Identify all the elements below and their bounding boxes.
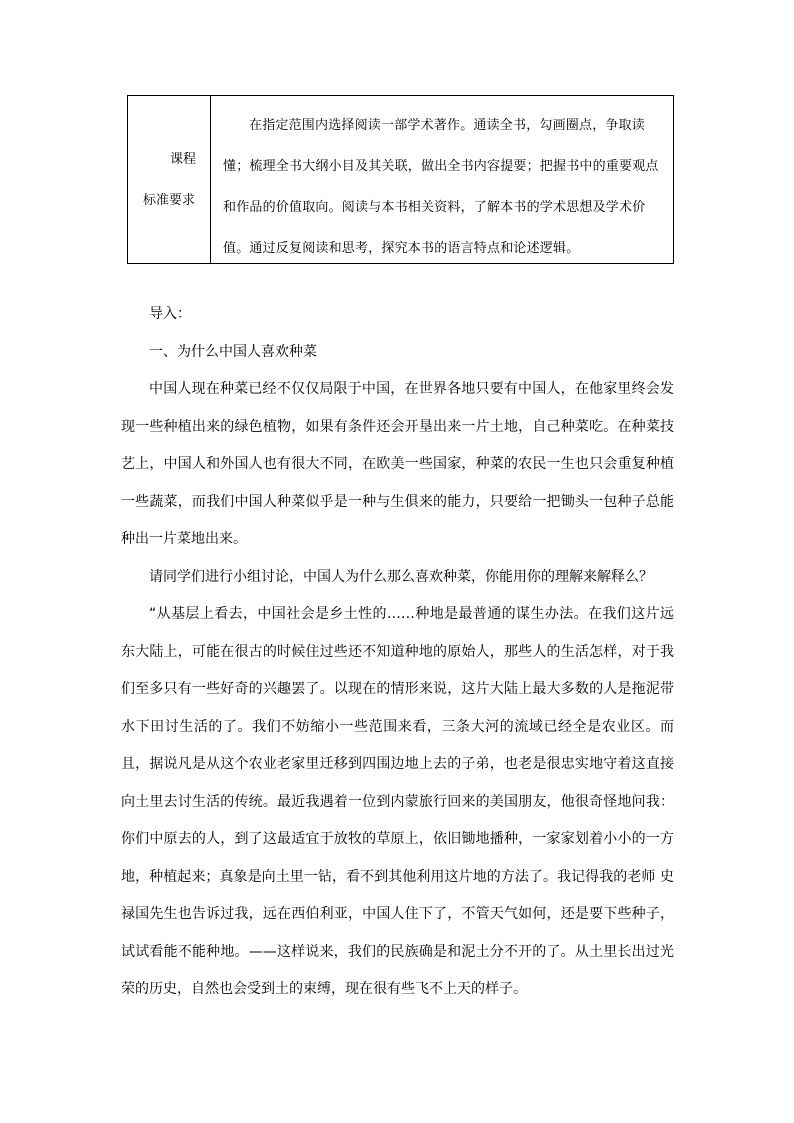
section-title: 一、为什么中国人喜欢种菜 <box>149 343 317 360</box>
intro-label: 导入： <box>149 306 191 322</box>
requirements-label-line2: 标准要求 <box>142 192 195 208</box>
curriculum-requirements-table <box>127 95 674 264</box>
lesson-body <box>121 296 674 1009</box>
paragraph-3: “从基层上看去，中国社会是乡土性的……种地是最普通的谋生办法。在我们这片远东大陆上，可能在很古的时候住过些还不知道种地的原始人，那些人的生活怎样，对于我们至多只有一些好奇的兴趣罢了。以现在的情形来说，这片大陆上最大多数的人是拖泥带水下田讨生活的了。我们不妨缩小一些范围来看，三条大河的流域已经全是农业区。而且，据说凡是从这个农业老家里迁移到四围边地上去的子弟，也老是很忠实地守着这直接向土里去讨生活的传统。最近我遇着一位到内蒙旅行回来的美国朋友，他很奇怪地问我：你们中原去的人，到了这最适宜于放牧的草原上，依旧锄地播种，一家家划着小小的一方地，种植起来；真象是向土里一钻，看不到其他利用这片地的方法了。我记得我的老师 史禄国先生也告诉过我，远在西伯利亚，中国人住下了，不管天气如何，还是要下些种子，试试看能不能种地。——这样说来，我们的民族确是和泥土分不开的了。从土里长出过光荣的历史，自然也会受到土的束缚，现在很有些飞不上天的样子。 <box>121 606 674 997</box>
requirements-content-cell: 在指定范围内选择阅读一部学术著作。通读全书，勾画圈点，争取读懂；梳理全书大纲小目及其关联，做出全书内容提要；把握书中的重要观点和作品的价值取向。阅读与本书相关资料，了解本书的学术思想及学术价值。通过反复阅读和思考，探究本书的语言特点和论述逻辑。 <box>223 118 659 256</box>
paragraph-2: 请同学们进行小组讨论，中国人为什么那么喜欢种菜，你能用你的理解来解释么？ <box>149 568 653 585</box>
requirements-label-line1: 课程 <box>169 151 196 167</box>
requirements-label-cell <box>128 96 211 263</box>
paragraph-1: 中国人现在种菜已经不仅仅局限于中国，在世界各地只要有中国人，在他家里终会发现一些种植出来的绿色植物，如果有条件还会开垦出来一片土地，自己种菜吃。在种菜技艺上，中国人和外国人也有很大不同，在欧美一些国家，种菜的农民一生也只会重复种植一些蔬菜，而我们中国人种菜似乎是一种与生俱来的能力，只要给一把锄头一包种子总能种出一片菜地出来。 <box>121 381 674 547</box>
